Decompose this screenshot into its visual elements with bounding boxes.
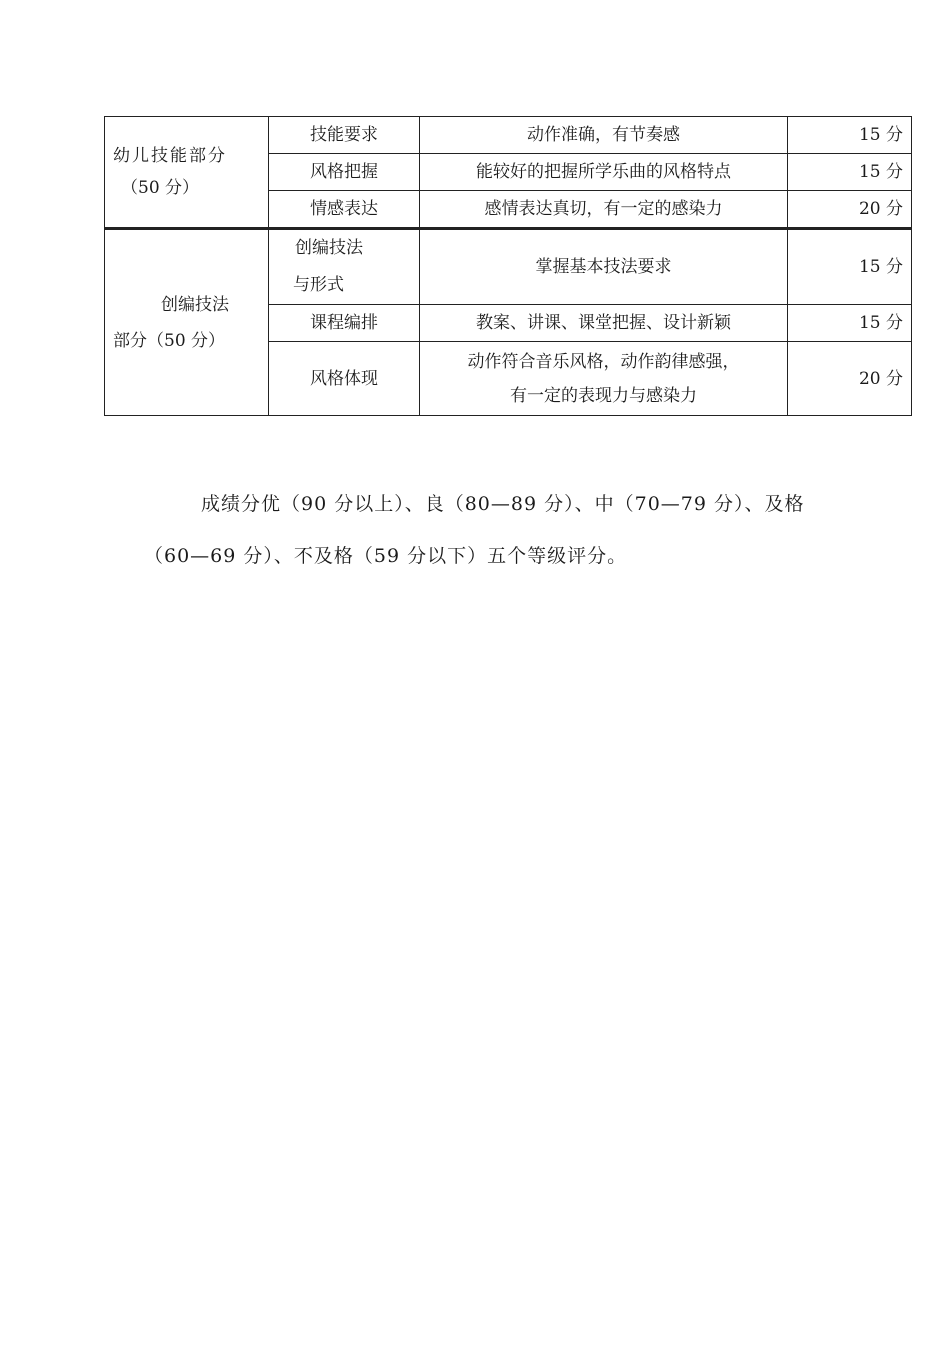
- item-cell: 课程编排: [269, 305, 420, 342]
- score-cell: 15 分: [788, 305, 912, 342]
- item-line: 创编技法: [295, 238, 363, 258]
- category-points: （50 分）: [121, 178, 200, 198]
- score-cell: 15 分: [788, 229, 912, 305]
- desc-cell: [420, 342, 788, 416]
- desc-line: 有一定的表现力与感染力: [510, 385, 697, 406]
- group-choreography: [105, 229, 912, 416]
- item-cell: 风格体现: [269, 342, 420, 416]
- score-cell: 20 分: [788, 191, 912, 229]
- category-cell: [105, 117, 269, 229]
- category-label: 创编技法: [161, 294, 229, 315]
- item-cell: 情感表达: [269, 191, 420, 229]
- score-cell: 15 分: [788, 154, 912, 191]
- score-cell: 15 分: [788, 117, 912, 154]
- score-cell: 20 分: [788, 342, 912, 416]
- desc-cell: 动作准确，有节奏感: [420, 117, 788, 154]
- item-line: 与形式: [293, 275, 344, 295]
- desc-cell: 感情表达真切，有一定的感染力: [420, 191, 788, 229]
- desc-line: 动作符合音乐风格，动作韵律感强，: [467, 351, 740, 372]
- item-cell: 风格把握: [269, 154, 420, 191]
- category-cell: [105, 229, 269, 416]
- desc-cell: 掌握基本技法要求: [420, 229, 788, 305]
- scoring-table: [104, 116, 912, 416]
- category-label: 幼儿技能部分: [113, 146, 227, 166]
- item-cell: 技能要求: [269, 117, 420, 154]
- grading-paragraph: 成绩分优（90 分以上）、良（80—89 分）、中（70—79 分）、及格（60—69 分）、不及格（59 分以下）五个等级评分。: [144, 493, 805, 567]
- item-cell: [269, 229, 420, 305]
- table-row: [105, 229, 912, 305]
- desc-cell: 能较好的把握所学乐曲的风格特点: [420, 154, 788, 191]
- category-points: 部分（50 分）: [113, 330, 226, 351]
- group-child-skills: [105, 117, 912, 229]
- table-row: [105, 117, 912, 154]
- desc-cell: 教案、讲课、课堂把握、设计新颖: [420, 305, 788, 342]
